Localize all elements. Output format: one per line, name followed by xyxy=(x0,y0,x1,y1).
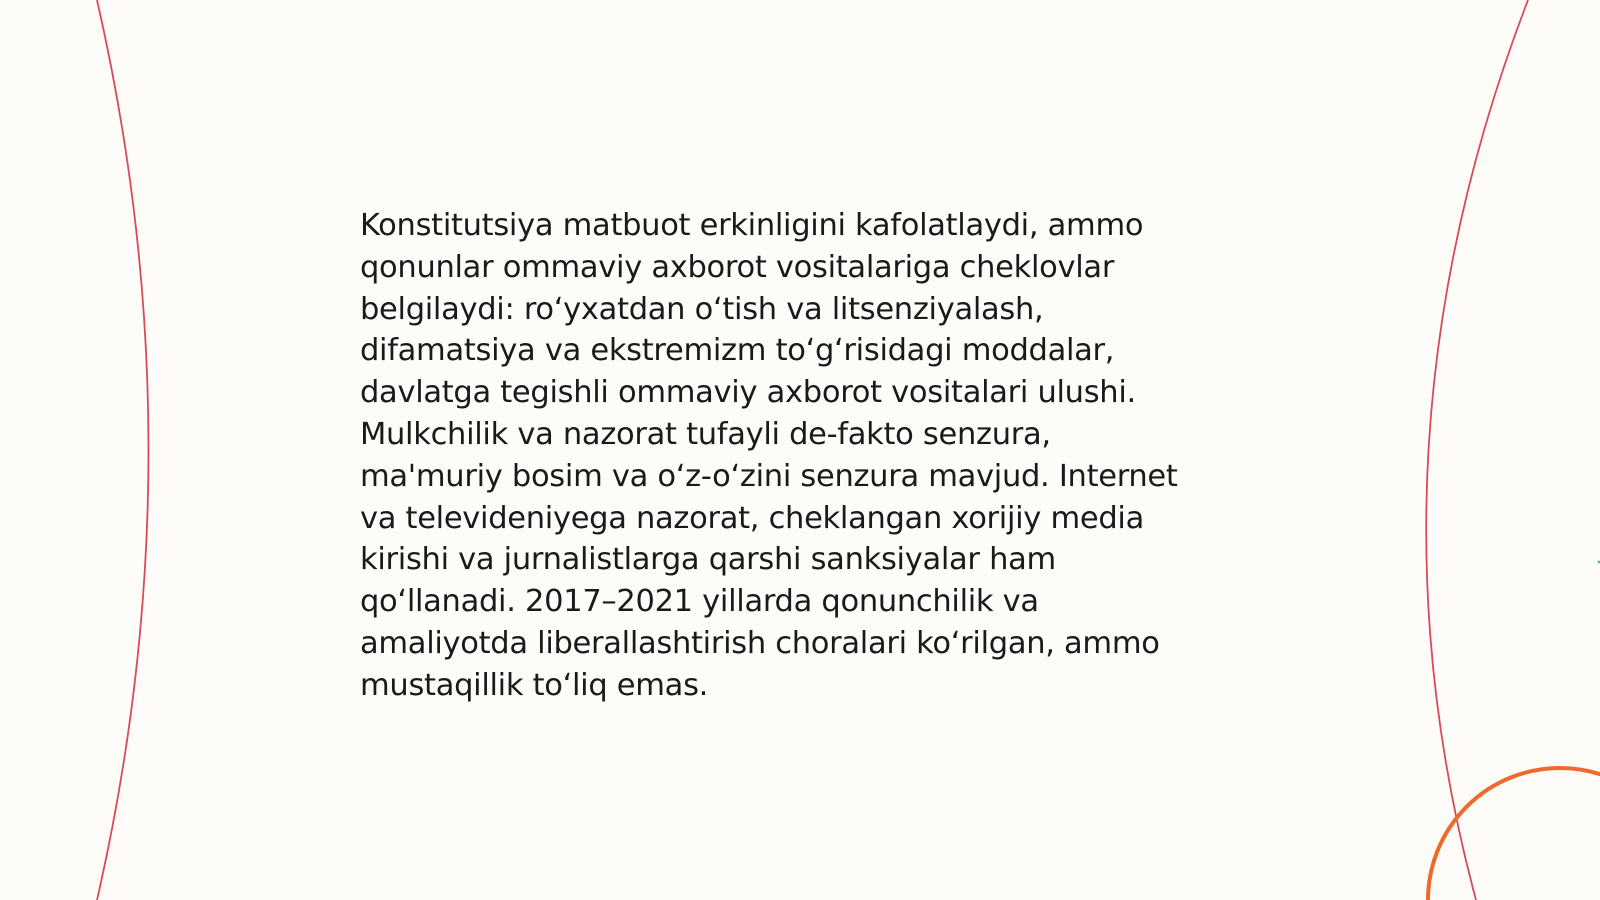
left-curve xyxy=(97,0,149,900)
body-paragraph: Konstitutsiya matbuot erkinligini kafolatlaydi, ammo qonunlar ommaviy axborot vositalariga cheklovlar belgilaydi: roʻyxatdan oʻtish va litsenziyalash, difamatsiya va ekstremizm toʻgʻrisidagi moddalar, davlatga tegishli ommaviy axborot vositalari ulushi. Mulkchilik va nazorat tufayli de-fakto senzura, ma'muriy bosim va oʻz-oʻzini senzura mavjud. Internet va televideniyega nazorat, cheklangan xorijiy media kirishi va jurnalistlarga qarshi sanksiyalar ham qoʻllanadi. 2017–2021 yillarda qonunchilik va amaliyotda liberallashtirish choralari koʻrilgan, ammo mustaqillik toʻliq emas. xyxy=(360,208,1178,703)
right-curve xyxy=(1426,0,1528,900)
orange-circle xyxy=(1428,768,1600,900)
